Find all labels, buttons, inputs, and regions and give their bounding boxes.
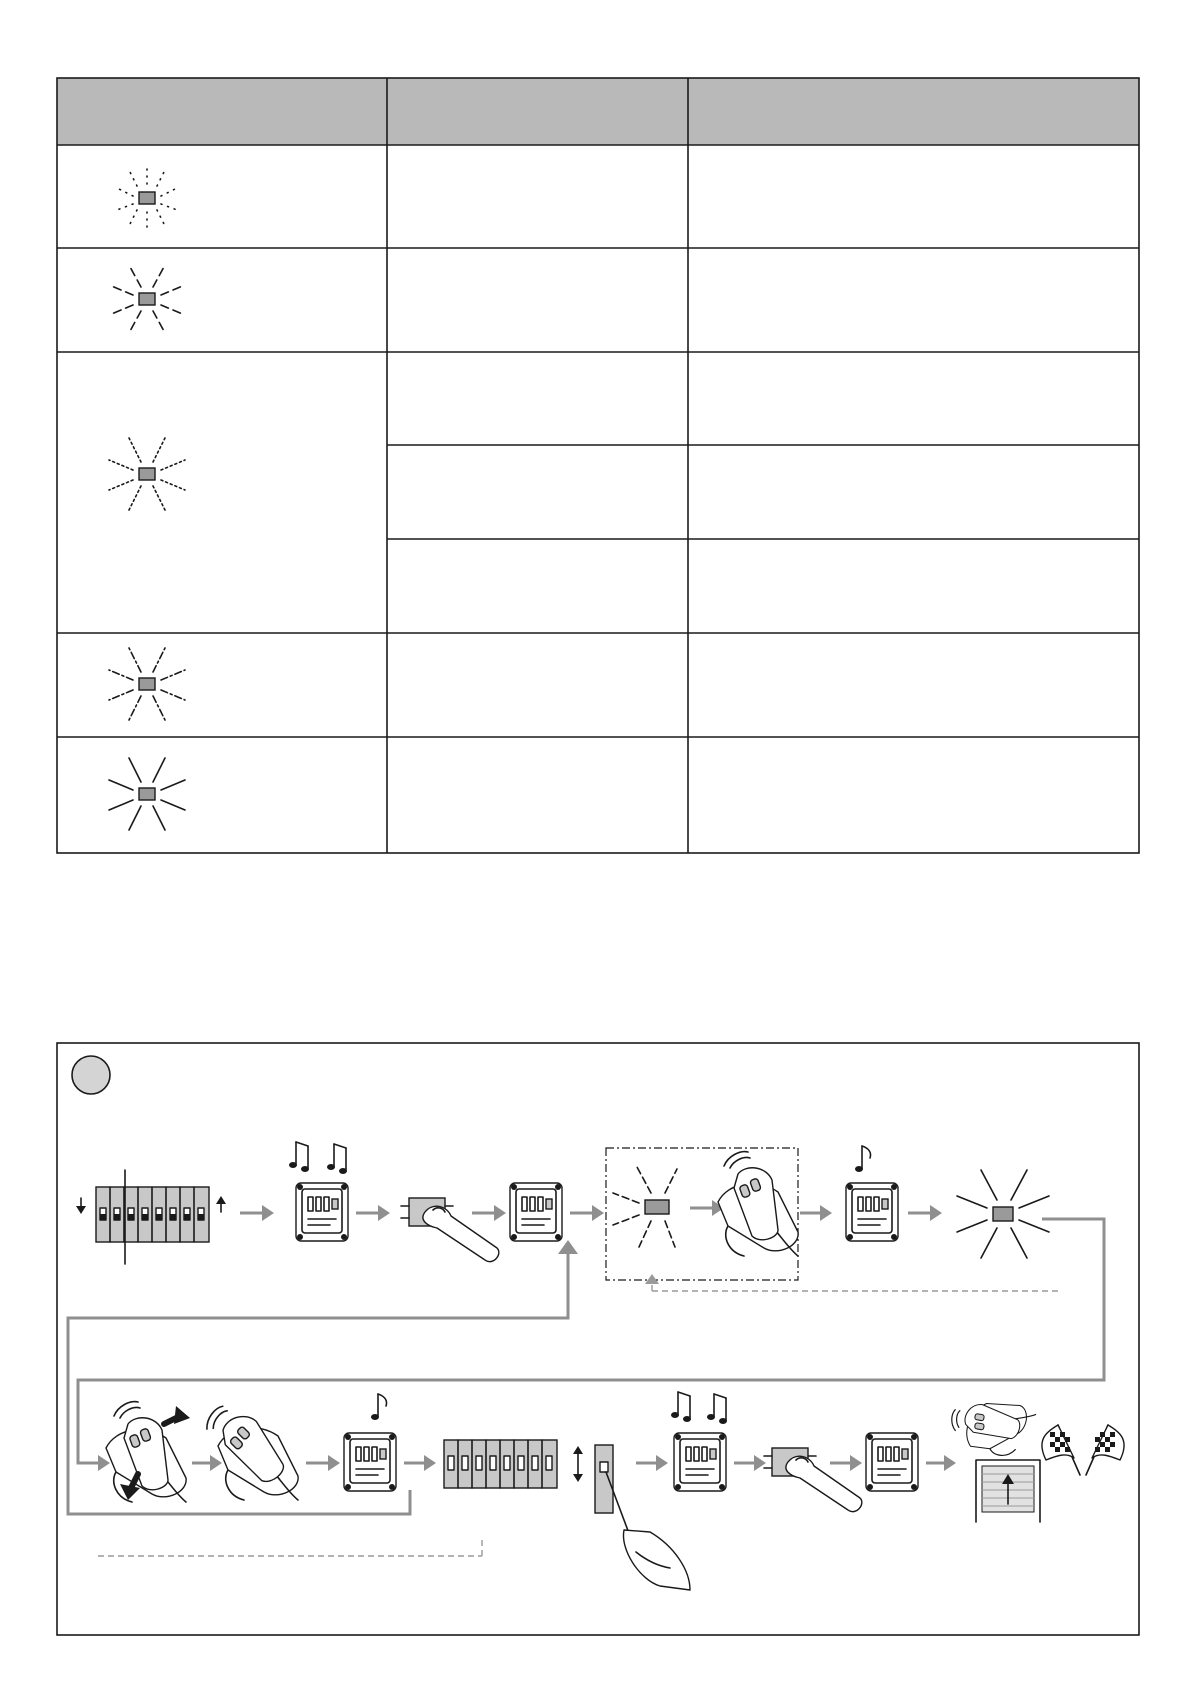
table-header-row: [57, 78, 1139, 145]
checkered-flags-icon: [1042, 1425, 1124, 1475]
procedure-diagram: [57, 1043, 1139, 1635]
arrow-icon: [558, 1240, 578, 1254]
music-note-icon: [855, 1146, 871, 1172]
arrow-icon: [356, 1205, 390, 1221]
music-note-icon: [371, 1394, 387, 1420]
arrow-icon: [570, 1205, 604, 1221]
arrow-icon: [734, 1455, 766, 1471]
step-number-badge: [72, 1056, 110, 1094]
arrow-icon: [192, 1455, 222, 1471]
arrow-icon: [636, 1455, 668, 1471]
control-unit-icon: [344, 1433, 396, 1491]
music-note-icon: [327, 1144, 347, 1174]
led-blink-icon: [109, 265, 185, 333]
music-note-icon: [707, 1394, 727, 1424]
arrow-icon: [800, 1205, 832, 1221]
push-button-icon: [401, 1198, 499, 1262]
control-unit-icon: [296, 1183, 348, 1241]
arrow-icon: [926, 1455, 956, 1471]
control-unit-icon: [674, 1433, 726, 1491]
music-note-icon: [671, 1392, 691, 1422]
control-unit-icon: [846, 1183, 898, 1241]
remote-control-icon: [943, 1378, 1036, 1466]
remote-control-icon: [718, 1152, 798, 1256]
led-blink-icon: [957, 1170, 1049, 1258]
remote-control-icon: [106, 1402, 190, 1502]
arrow-icon: [404, 1455, 436, 1471]
up-down-arrow-icon: [573, 1446, 583, 1482]
arrow-icon: [830, 1455, 862, 1471]
arrow-icon: [908, 1205, 942, 1221]
arrow-icon: [306, 1455, 340, 1471]
arrow-icon: [472, 1205, 506, 1221]
repeat-arrow-icon: [645, 1274, 659, 1284]
led-blink-icon: [117, 168, 177, 228]
remote-control-icon: [201, 1393, 298, 1500]
dip-switch-icon: [76, 1170, 226, 1264]
dip-switch-icon: [444, 1440, 557, 1488]
control-unit-icon: [866, 1433, 918, 1491]
music-note-icon: [289, 1142, 309, 1172]
led-blink-icon: [613, 1167, 677, 1247]
led-blink-icon: [109, 648, 185, 720]
led-blink-icon: [109, 758, 185, 830]
push-button-icon: [764, 1448, 862, 1512]
signal-table: [57, 78, 1139, 853]
led-blink-icon: [109, 438, 185, 510]
arrow-icon: [98, 1455, 110, 1471]
control-unit-icon: [510, 1183, 562, 1241]
garage-door-icon: [976, 1460, 1040, 1522]
arrow-icon: [240, 1205, 274, 1221]
